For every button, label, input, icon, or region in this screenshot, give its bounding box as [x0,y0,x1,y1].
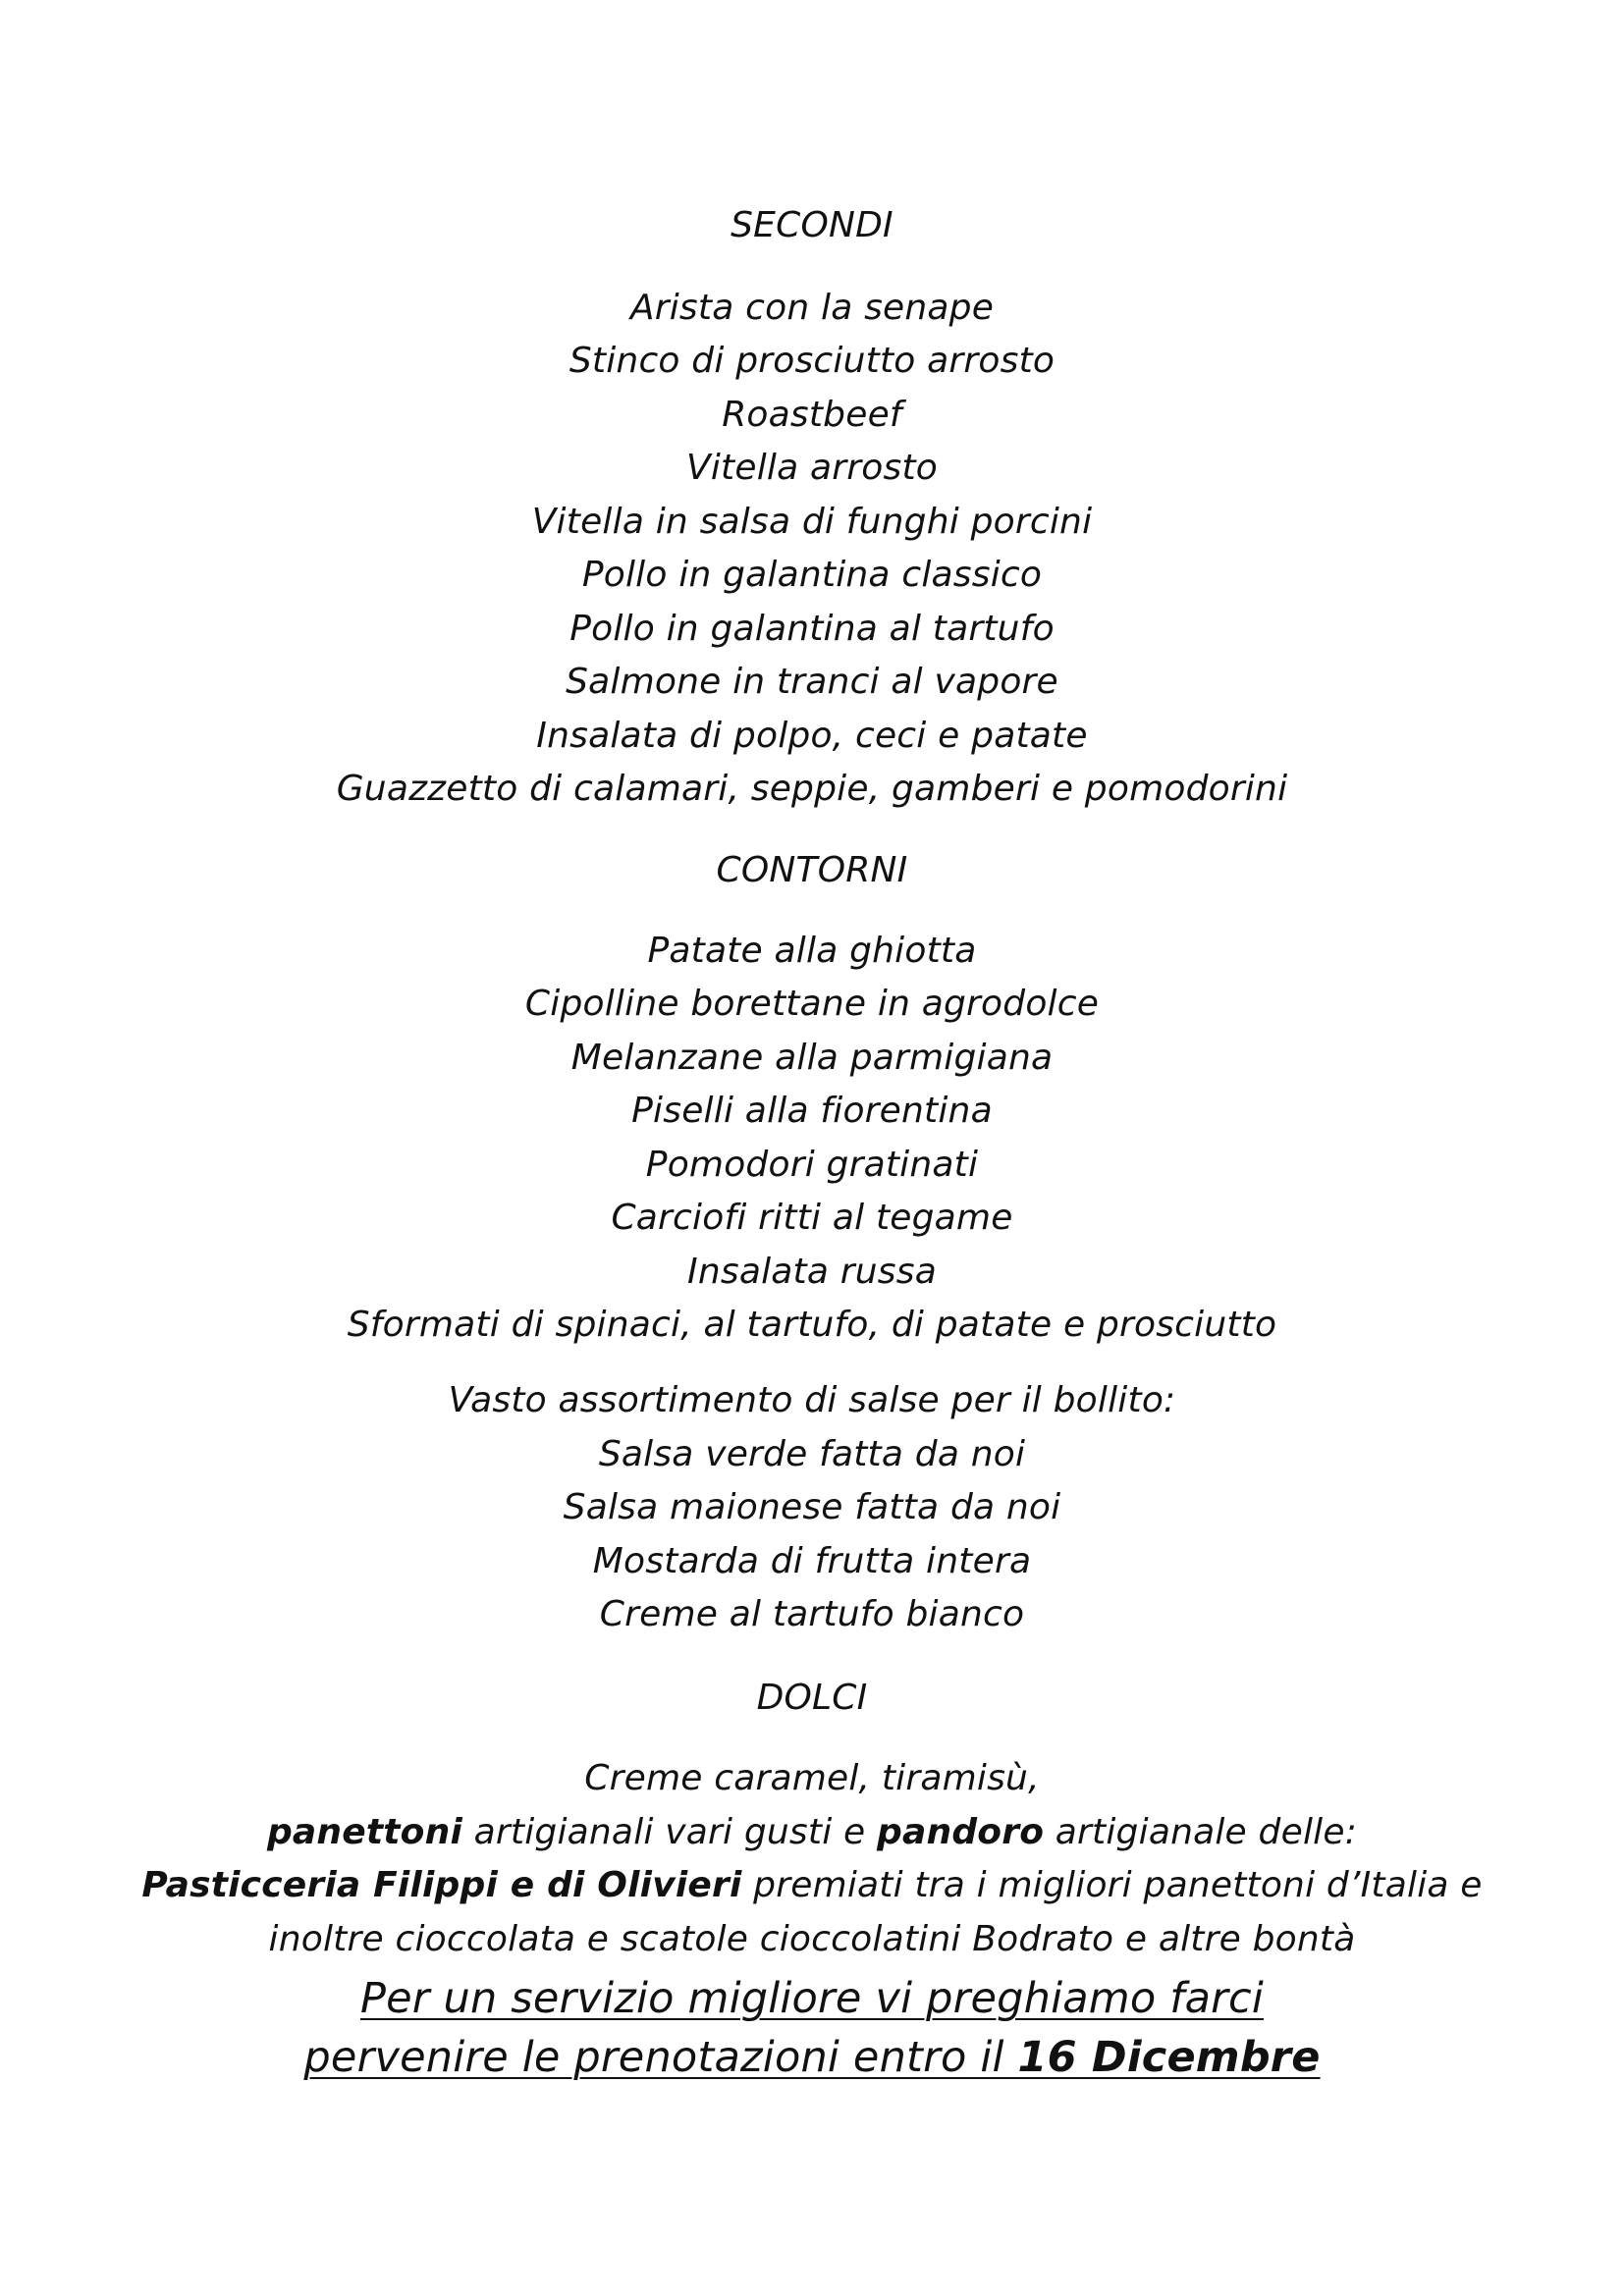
bold-text: Pasticceria Filippi e di Olivieri [141,1865,742,1905]
menu-item: Salsa maionese fatta da noi [563,1487,1061,1527]
text-span: artigianale delle: [1044,1812,1358,1852]
bold-text: pandoro [877,1812,1045,1852]
menu-item: Salmone in tranci al vapore [566,662,1058,702]
menu-item: Insalata russa [687,1252,937,1292]
reservation-notice-line-1: Per un servizio migliore vi preghiamo farci [359,1974,1265,2023]
menu-item: Creme al tartufo bianco [599,1594,1025,1634]
text-span: artigianali vari gusti e [461,1812,878,1852]
menu-item: Piselli alla fiorentina [631,1091,993,1131]
section-heading-dolci: DOLCI [756,1678,868,1718]
menu-item: Vitella arrosto [686,448,938,488]
dolci-line-2 [0,1806,1624,1859]
menu-item: Sformati di spinaci, al tartufo, di patate e prosciutto [347,1305,1277,1345]
menu-item: Arista con la senape [629,288,995,328]
reservation-notice-line-2 [0,2028,1624,2087]
bold-text: panettoni [266,1812,462,1852]
menu-item: Cipolline borettane in agrodolce [524,984,1100,1024]
text-span: premiati tra i migliori panettoni d’Italia e [741,1865,1483,1905]
dolci-line-3 [0,1859,1624,1912]
menu-item: Mostarda di frutta intera [592,1541,1032,1581]
menu-item: Melanzane alla parmigiana [570,1038,1054,1078]
text-span: pervenire le prenotazioni entro il [303,2033,1018,2082]
menu-item: Patate alla ghiotta [647,931,977,971]
dolci-line-4: inoltre cioccolata e scatole cioccolatini Bodrato e altre bontà [268,1919,1356,1959]
menu-item: Pollo in galantina classico [581,555,1043,595]
dolci-line-1: Creme caramel, tiramisù, [584,1758,1040,1798]
menu-item: Pollo in galantina al tartufo [569,609,1055,649]
menu-item: Guazzetto di calamari, seppie, gamberi e pomodorini [336,769,1288,809]
menu-item: Pomodori gratinati [645,1145,979,1185]
menu-item: Insalata di polpo, ceci e patate [536,716,1088,756]
menu-item: Vitella in salsa di funghi porcini [531,502,1093,542]
menu-item: Salsa verde fatta da noi [598,1434,1026,1474]
menu-item: Roastbeef [722,395,902,435]
salse-intro: Vasto assortimento di salse per il bollito: [448,1380,1176,1420]
menu-item: Carciofi ritti al tegame [611,1198,1013,1238]
reservation-deadline: 16 Dicembre [1017,2033,1321,2082]
section-heading-contorni: CONTORNI [716,850,908,890]
menu-item: Stinco di prosciutto arrosto [568,341,1056,381]
section-heading-secondi: SECONDI [731,205,893,245]
